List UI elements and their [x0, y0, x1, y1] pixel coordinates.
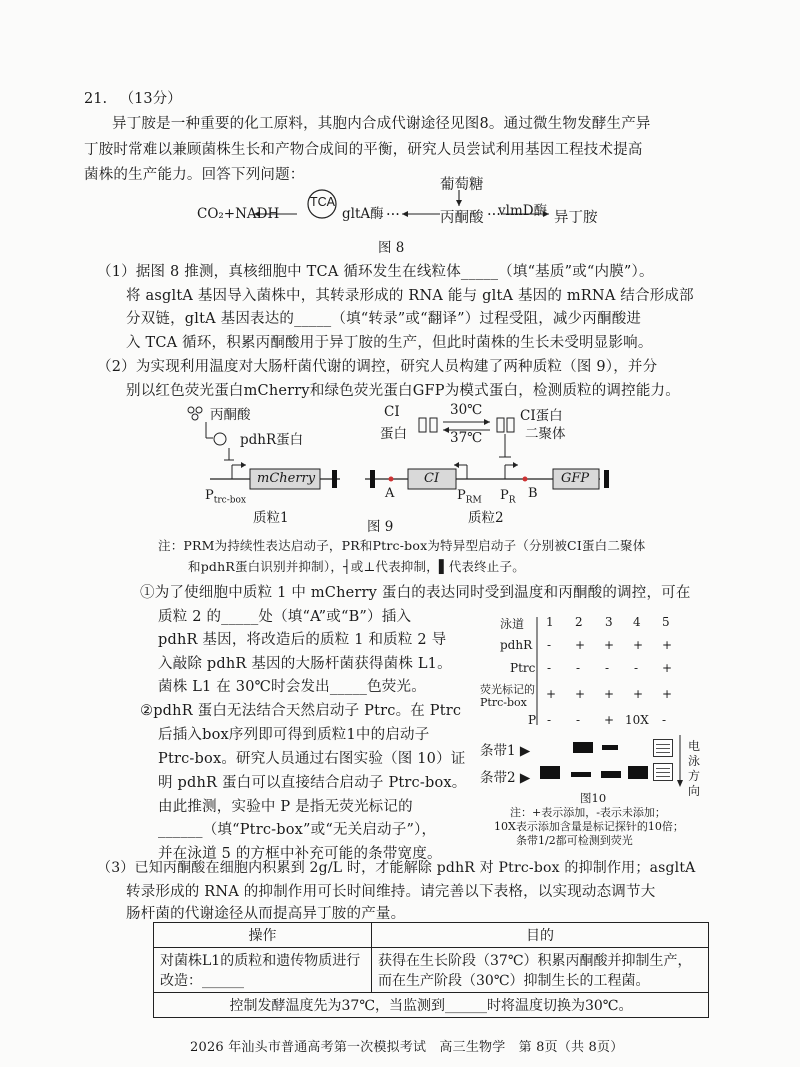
part2-line-2: 别以红色荧光蛋白mCherry和绿色荧光蛋白GFP为模式蛋白，检测质粒的调控能力。: [126, 383, 680, 399]
dots-2: ···: [487, 207, 501, 223]
mcherry-gene-label: mCherry: [257, 471, 316, 486]
cell-probe-5: +: [662, 687, 673, 701]
lane-5-band-2-answer-box[interactable]: [653, 763, 673, 781]
table-header-operation: 操作: [154, 923, 372, 948]
figure-9-caption: 图 9: [367, 519, 394, 535]
sub2-line-2: 后插入box序列即可得到质粒1中的启动子: [158, 727, 430, 743]
part2-line-1: （2）为实现利用温度对大肠杆菌代谢的调控，研究人员构建了两种质粒（图 9），并分: [97, 359, 658, 375]
prm-sub: RM: [465, 495, 482, 506]
band-2-lane-3: [601, 771, 621, 778]
cell-p-4: 10X: [625, 713, 649, 727]
lane-2: 2: [575, 615, 583, 629]
ptrc-box-promoter-label: [205, 488, 246, 506]
figure-9-diagram: [0, 400, 800, 530]
co2-label: CO₂+NADH: [197, 206, 280, 222]
row-label-ptrc: Ptrc: [510, 661, 536, 675]
intro-line-1: 异丁胺是一种重要的化工原料，其胞内合成代谢途径见图8。通过微生物发酵生产异: [112, 116, 651, 132]
plasmid-1-label: 质粒1: [253, 510, 289, 526]
question-score: （13分）: [119, 91, 182, 107]
lane-1: 1: [546, 615, 554, 629]
band-1-lane-3: [573, 742, 593, 753]
sub1-line-1: ①为了使细胞中质粒 1 中 mCherry 蛋白的表达同时受到温度和丙酮酸的调控，可在: [140, 585, 691, 601]
band-2-lane-1: [540, 766, 560, 779]
band-2-label: 条带2 ▶: [480, 770, 531, 786]
ci-dimer-label-2: 二聚体: [525, 426, 566, 442]
table-row: [154, 948, 709, 993]
cell-pdhr-1: -: [547, 638, 552, 652]
page-footer: 2026 年汕头市普通高考第一次模拟考试 高三生物学 第 8页（共 8页）: [190, 1040, 624, 1055]
fig10-note-2: 10X表示添加含量是标记探针的10倍；: [494, 820, 684, 833]
cell-p-5: -: [662, 713, 667, 727]
sub1-line-5: 菌株 L1 在 30℃时会发出_____色荧光。: [158, 679, 426, 695]
electrophoresis-direction: 电泳方向: [688, 739, 701, 798]
part3-line-1: （3）已知丙酮酸在细胞内积累到 2g/L 时，才能解除 pdhR 对 Ptrc-box 的抑制作用；asgltA: [97, 860, 696, 876]
site-a-label: A: [385, 486, 395, 501]
pyruvate-fig9-label: 丙酮酸: [210, 407, 251, 423]
ptrc-box-sub: trc-box: [213, 495, 247, 506]
cell-ptrc-1: -: [547, 661, 552, 675]
cell-ptrc-2: -: [576, 661, 581, 675]
glta-enzyme-label: gltA酶: [342, 206, 384, 222]
table-cell-purpose: 获得在生长阶段（37℃）积累丙酮酸并抑制生产，而在生产阶段（30℃）抑制生长的工程菌。: [372, 948, 709, 993]
table-cell-operation[interactable]: 对菌株L1的质粒和遗传物质进行改造：______: [154, 948, 372, 993]
sub2-line-7: 并在泳道 5 的方框中补充可能的条带宽度。: [158, 846, 442, 862]
gfp-gene-label: GFP: [561, 471, 590, 486]
operations-table: [153, 922, 709, 1018]
ci-protein-label-2: 蛋白: [380, 426, 407, 442]
row-label-p: P: [528, 713, 537, 727]
cell-probe-4: +: [633, 687, 644, 701]
sub2-line-4: 明 pdhR 蛋白可以直接结合启动子 Ptrc-box。: [158, 775, 467, 791]
figure-10-caption: 图10: [580, 791, 607, 805]
figure-10: [480, 615, 720, 860]
band-1-label: 条带1 ▶: [480, 743, 531, 759]
sub2-line-1: ②pdhR 蛋白无法结合天然启动子 Ptrc。在 Ptrc: [140, 703, 462, 719]
sub1-line-3: pdhR 基因，将改造后的质粒 1 和质粒 2 导: [158, 632, 447, 648]
table-cell-temperature[interactable]: 控制发酵温度先为37℃，当监测到______时将温度切换为30℃。: [154, 993, 709, 1018]
band-2-lane-2: [571, 772, 591, 777]
cell-ptrc-4: -: [634, 661, 639, 675]
fig9-note-2: 和pdhR蛋白识别并抑制），┤或⊥代表抑制，▌代表终止子。: [188, 559, 525, 574]
fig10-note-1: 注：+表示添加，-表示未添加；: [510, 806, 666, 819]
cell-probe-1: +: [546, 687, 557, 701]
pr-promoter-label: [500, 488, 516, 506]
ci-gene-label: CI: [424, 471, 440, 486]
question-number-label: 21.: [84, 91, 108, 107]
pr-sub: R: [508, 495, 516, 506]
lane-4: 4: [633, 615, 641, 629]
pyruvate-label: 丙酮酸: [440, 210, 484, 226]
cell-pdhr-2: +: [575, 638, 586, 652]
ptrc-box-p: P: [205, 488, 214, 503]
cell-p-3: +: [604, 713, 615, 727]
prm-p: P: [457, 488, 466, 503]
cell-p-2: -: [576, 713, 581, 727]
prm-promoter-label: [457, 488, 482, 506]
lane-5: 5: [662, 615, 670, 629]
part1-line-1: （1）据图 8 推测，真核细胞中 TCA 循环发生在线粒体_____（填“基质”或“内膜”）。: [97, 264, 654, 280]
tca-label: TCA: [310, 195, 335, 209]
ci-dimer-label: CI蛋白: [520, 408, 563, 424]
figure-8-caption: 图 8: [378, 240, 405, 256]
question-number: [84, 87, 182, 108]
band-1-lane-4: [602, 745, 618, 750]
pr-p: P: [500, 488, 509, 503]
lane-5-band-1-answer-box[interactable]: [653, 739, 673, 757]
cell-p-1: -: [547, 713, 552, 727]
isobutylamine-label: 异丁胺: [554, 210, 598, 226]
sub2-line-6: ______（填“Ptrc-box”或“无关启动子”），: [158, 822, 437, 838]
lane-3: 3: [605, 615, 613, 629]
table-header-row: [154, 923, 709, 948]
sub1-line-2: 质粒 2 的_____处（填“A”或“B”）插入: [158, 609, 412, 625]
cell-pdhr-3: +: [604, 638, 615, 652]
ci-protein-label: CI: [384, 404, 400, 420]
sub1-line-4: 入敲除 pdhR 基因的大肠杆菌获得菌株 L1。: [158, 656, 452, 672]
part3-line-2: 转录形成的 RNA 的抑制作用可长时间维持。请完善以下表格，以实现动态调节大: [126, 884, 656, 900]
pdhr-protein-label: pdhR蛋白: [240, 432, 304, 448]
vlmd-enzyme-label: vlmD酶: [498, 203, 548, 219]
row-label-pdhr: pdhR: [500, 638, 533, 652]
figure-9: [0, 400, 800, 535]
row-label-labeled-probe: 荧光标记的Ptrc-box: [480, 683, 535, 709]
plasmid-2-label: 质粒2: [468, 510, 504, 526]
site-b-label: B: [528, 486, 538, 501]
sub2-line-5: 由此推测，实验中 P 是指无荧光标记的: [158, 799, 413, 815]
table-row: [154, 993, 709, 1018]
table-header-purpose: 目的: [372, 923, 709, 948]
cell-pdhr-4: +: [633, 638, 644, 652]
part1-line-4: 入 TCA 循环，积累丙酮酸用于异丁胺的生产，但此时菌株的生长未受明显影响。: [126, 335, 653, 351]
cell-pdhr-5: +: [662, 638, 673, 652]
cell-probe-2: +: [575, 687, 586, 701]
cell-probe-3: +: [604, 687, 615, 701]
sub2-line-3: Ptrc-box。研究人员通过右图实验（图 10）证: [158, 751, 466, 767]
glucose-label: 葡萄糖: [440, 177, 484, 193]
part1-line-2: 将 asgltA 基因导入菌株中，其转录形成的 RNA 能与 gltA 基因的 mRNA 结合形成部: [126, 288, 694, 304]
band-2-lane-4: [628, 766, 648, 779]
cell-ptrc-5: +: [662, 661, 673, 675]
figure-8: [0, 177, 800, 260]
intro-line-2: 丁胺时常难以兼顾菌株生长和产物合成间的平衡，研究人员尝试利用基因工程技术提高: [84, 142, 643, 158]
fig9-note-1: 注：PRM为持续性表达启动子，PR和Ptrc-box为特异型启动子（分别被CI蛋白二聚体: [158, 538, 646, 553]
fig10-note-3: 条带1/2都可检测到荧光: [516, 834, 633, 847]
intro-line-3: 菌株的生产能力。回答下列问题：: [84, 167, 305, 183]
temp-37-label: 37℃: [450, 430, 483, 446]
dots-1: ···: [386, 207, 400, 223]
temp-30-label: 30℃: [450, 402, 483, 418]
part3-line-3: 肠杆菌的代谢途径从而提高异丁胺的产量。: [126, 906, 406, 922]
cell-ptrc-3: -: [605, 661, 610, 675]
part1-line-3: 分双链，gltA 基因表达的_____（填“转录”或“翻译”）过程受阻，减少丙酮酸进: [126, 311, 642, 327]
lane-header: 泳道: [500, 617, 525, 631]
